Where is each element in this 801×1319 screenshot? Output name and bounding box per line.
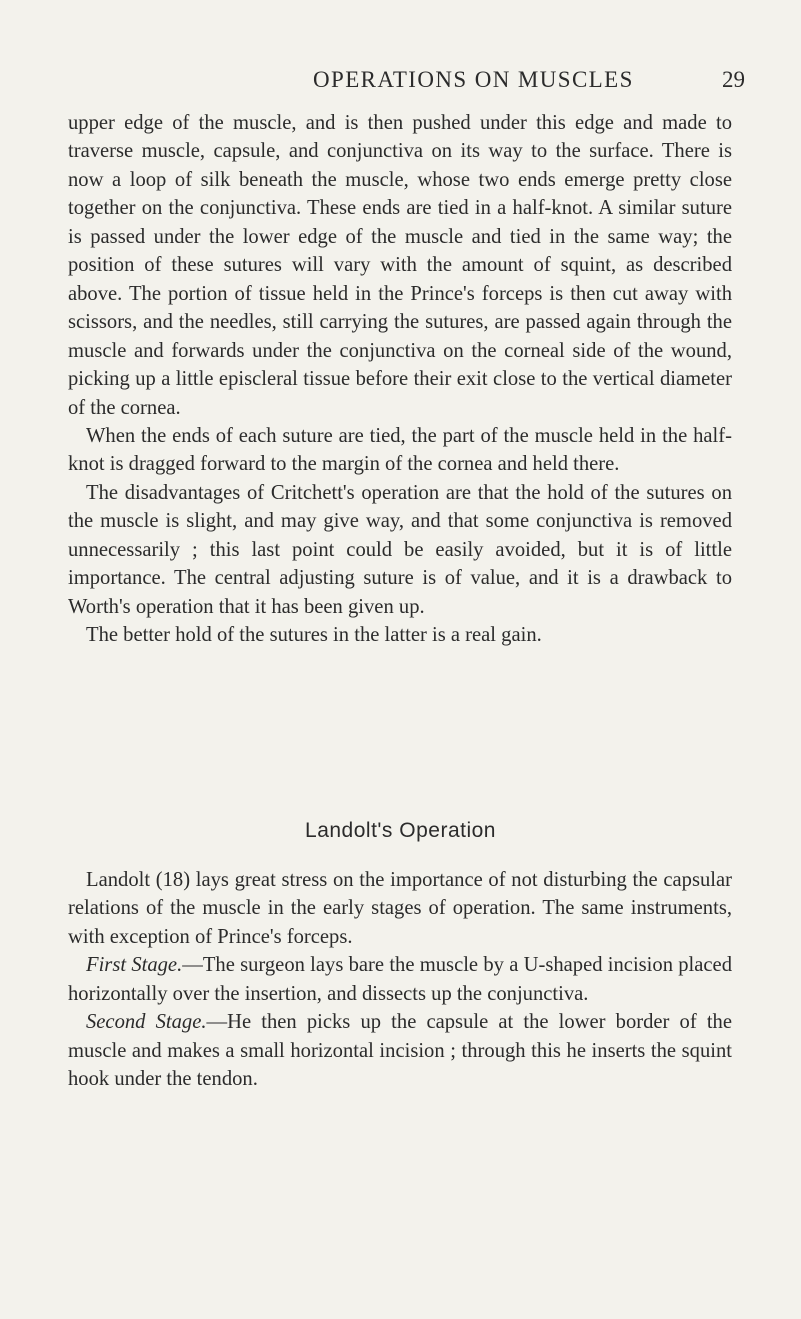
paragraph-second-stage	[68, 1008, 732, 1093]
paragraph-landolt-intro: Landolt (18) lays great stress on the importance of not disturbing the capsular relations of the muscle in the early stages of operation. The same instruments, with exception of Prince's forceps.	[68, 869, 732, 948]
running-head	[0, 60, 801, 100]
first-stage-label: First Stage.	[86, 954, 183, 977]
second-stage-text: —He then picks up the capsule at the lower border of the muscle and makes a small horizontal incision ; through this he inserts the squint hook under the tendon.	[68, 1011, 732, 1091]
paragraph-disadvantages: The disadvantages of Critchett's operation are that the hold of the sutures on the muscle is slight, and may give way, and that some conjunctiva is removed unnecessarily ; this last point could be easily avoided, but it is of little importance. The central adjusting suture is of value, and it is a drawback to Worth's operation that it has been given up.	[68, 481, 732, 618]
page-number: 29	[722, 67, 745, 92]
section-text-block	[68, 866, 732, 1094]
paragraph-continuation: upper edge of the muscle, and is then pushed under this edge and made to traverse muscle, capsule, and conjunctiva on its way to the surface. There is now a loop of silk beneath the muscle, whose two ends emerge pretty close together on the conjunctiva. These ends are tied in a half-knot. A similar suture is passed under the lower edge of the muscle and tied in the same way; the position of these sutures will vary with the amount of squint, as described above. The portion of tissue held in the Prince's forceps is then cut away with scissors, and the needles, still carrying the sutures, are passed again through the muscle and forwards under the conjunctiva on the corneal side of the wound, picking up a little episcleral tissue before their exit close to the vertical diameter of the cornea.	[68, 112, 732, 419]
paragraph-first-stage	[68, 951, 732, 1008]
running-title: OPERATIONS ON MUSCLES	[313, 67, 634, 92]
second-stage-label: Second Stage.	[86, 1011, 207, 1034]
main-text-block	[68, 109, 732, 650]
section-heading: Landolt's Operation	[305, 819, 496, 842]
paragraph-suture-ends: When the ends of each suture are tied, the part of the muscle held in the half-knot is dragged forward to the margin of the cornea and held there.	[68, 424, 732, 476]
paragraph-better-hold: The better hold of the sutures in the latter is a real gain.	[86, 624, 542, 647]
first-stage-text: —The surgeon lays bare the muscle by a U-shaped incision placed horizontally over the insertion, and dissects up the conjunctiva.	[68, 954, 732, 1005]
